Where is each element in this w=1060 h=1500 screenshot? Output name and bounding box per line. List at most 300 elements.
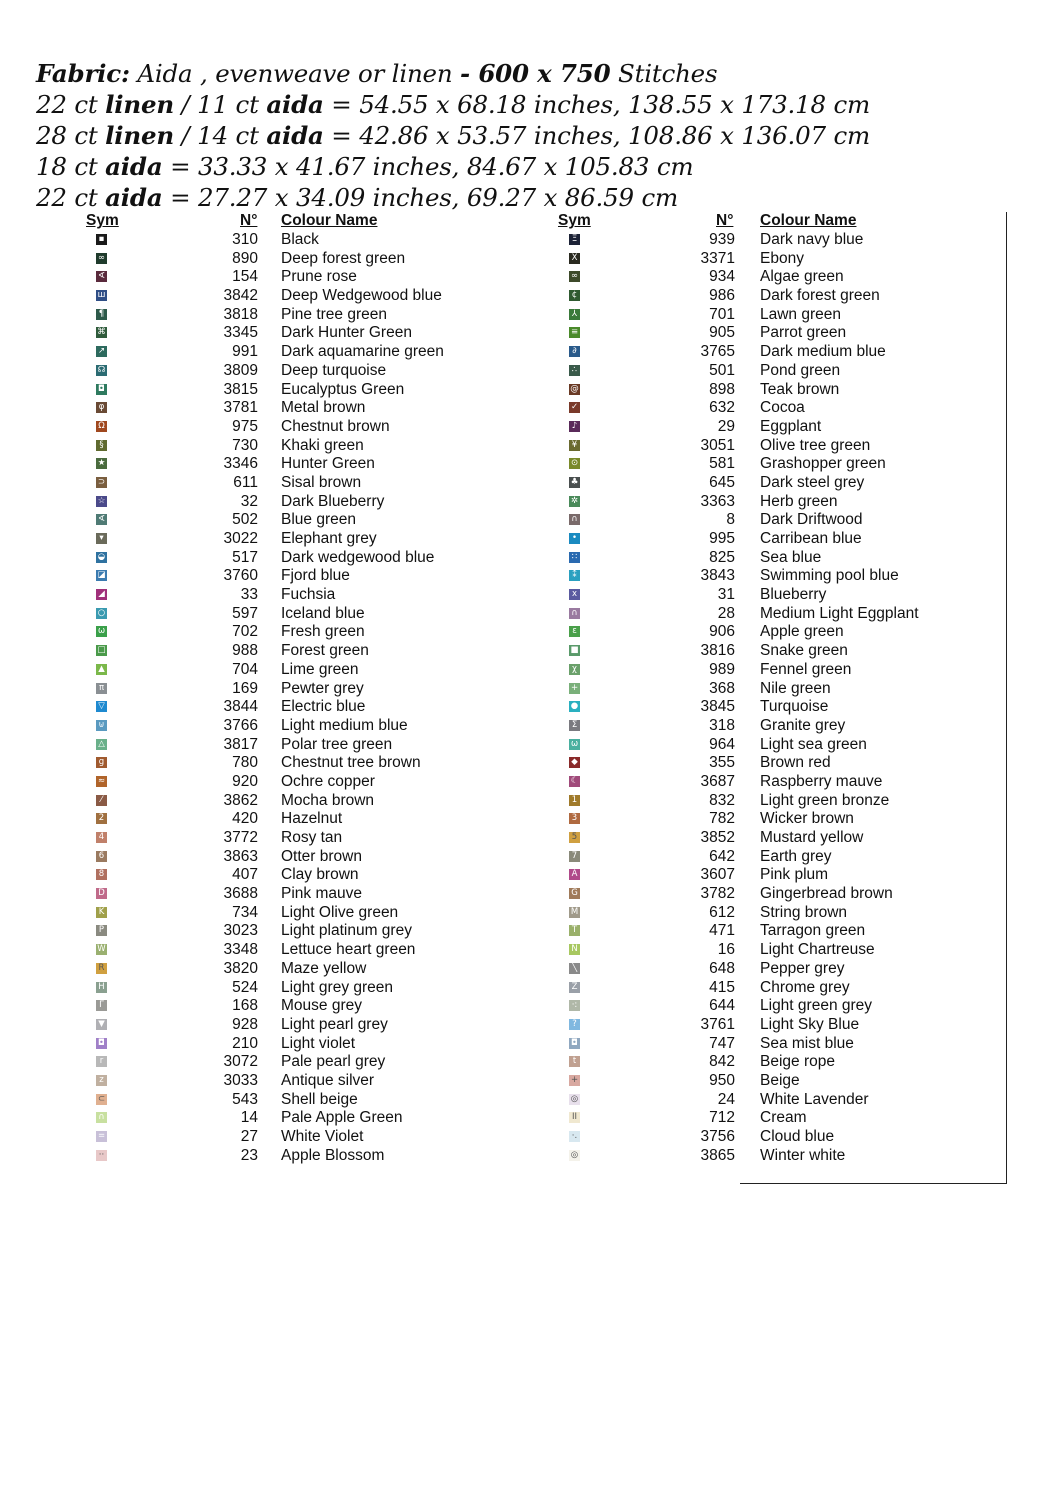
thread-row <box>0 717 1060 736</box>
colour-name: Light green bronze <box>760 791 890 809</box>
thread-row <box>0 231 1060 250</box>
thread-number: 14 <box>240 1109 258 1127</box>
thread-row <box>0 493 1060 512</box>
thread-number: 3809 <box>223 361 258 379</box>
colour-name: Carribean blue <box>760 530 862 547</box>
colour-name: Hazelnut <box>281 810 343 828</box>
thread-row <box>0 567 1060 586</box>
column-header-colour-name: Colour Name <box>760 212 857 229</box>
colour-name: Raspberry mauve <box>760 772 883 790</box>
symbol-swatch-icon: ∞ <box>570 271 579 282</box>
thread-number: 3843 <box>700 567 735 585</box>
thread-number: 310 <box>232 231 258 248</box>
symbol-swatch-icon: ⊍ <box>96 720 107 731</box>
thread-row <box>0 455 1060 474</box>
thread-number: 3687 <box>700 772 735 790</box>
colour-name: Clay brown <box>281 866 359 884</box>
symbol-swatch-icon: 8 <box>96 869 107 880</box>
size-line-18-aida: 18 ct aida = 33.33 x 41.67 inches, 84.67 x 105.83 cm <box>36 152 694 181</box>
thread-number: 27 <box>240 1128 258 1145</box>
symbol-swatch-icon: ⊙ <box>570 458 579 469</box>
colour-name: Tarragon green <box>760 922 866 940</box>
colour-name: Cloud blue <box>760 1128 835 1145</box>
colour-name: White Violet <box>281 1128 364 1145</box>
symbol-swatch-icon: Ξ <box>569 234 580 245</box>
colour-name: Sisal brown <box>281 473 362 491</box>
symbol-swatch-icon: ◆ <box>569 757 580 768</box>
colour-name: Deep turquoise <box>281 361 387 379</box>
thread-row <box>0 1072 1060 1091</box>
thread-number: 642 <box>709 847 735 865</box>
symbol-swatch-icon: ◢ <box>96 589 107 600</box>
thread-number: 780 <box>232 754 258 772</box>
colour-name: Swimming pool blue <box>760 567 899 585</box>
symbol-swatch-icon: ≡ <box>570 327 579 338</box>
colour-name: Light platinum grey <box>281 922 412 940</box>
symbol-swatch-icon: § <box>96 440 107 451</box>
symbol-swatch-icon: ⊃ <box>97 476 106 487</box>
colour-name: Fresh green <box>281 623 365 641</box>
symbol-swatch-icon: ω <box>97 626 106 637</box>
thread-number: 210 <box>232 1034 258 1052</box>
symbol-swatch-icon: z <box>96 1075 107 1086</box>
symbol-swatch-icon: ◒ <box>97 551 106 562</box>
symbol-swatch-icon: ∢ <box>97 271 106 282</box>
colour-name: Pale pearl grey <box>281 1053 386 1071</box>
colour-name: Shell beige <box>281 1090 358 1108</box>
colour-name: Metal brown <box>281 399 366 417</box>
thread-number: 632 <box>709 399 735 417</box>
colour-name: Grashopper green <box>760 455 886 473</box>
colour-name: Deep Wedgewood blue <box>281 287 442 305</box>
thread-row <box>0 437 1060 456</box>
thread-row <box>0 698 1060 717</box>
colour-name: Otter brown <box>281 847 362 865</box>
symbol-swatch-icon: ·· <box>96 1150 107 1161</box>
symbol-swatch-icon: X <box>569 253 580 264</box>
thread-number: 16 <box>717 941 735 959</box>
colour-name: Teak brown <box>760 380 840 398</box>
symbol-swatch-icon: 6 <box>96 851 107 862</box>
thread-row <box>0 381 1060 400</box>
symbol-swatch-icon: W <box>97 944 106 955</box>
symbol-swatch-icon: ☾ <box>570 775 579 786</box>
thread-number: 3033 <box>223 1071 258 1089</box>
thread-row <box>0 960 1060 979</box>
thread-number: 612 <box>709 903 735 921</box>
symbol-swatch-icon: = <box>97 1131 106 1141</box>
thread-row <box>0 474 1060 493</box>
symbol-swatch-icon: 3 <box>569 813 580 824</box>
symbol-swatch-icon: H <box>96 982 107 993</box>
colour-name: Elephant grey <box>281 530 377 547</box>
symbol-swatch-icon: φ <box>96 402 107 413</box>
thread-number: 415 <box>709 978 735 996</box>
symbol-swatch-icon: g <box>96 757 107 768</box>
symbol-swatch-icon: ╲ <box>569 963 580 974</box>
symbol-swatch-icon: ■ <box>570 645 579 656</box>
symbol-swatch-icon: ▽ <box>96 701 107 712</box>
thread-row <box>0 885 1060 904</box>
thread-number: 33 <box>240 586 258 604</box>
colour-name: Polar tree green <box>281 735 393 753</box>
symbol-swatch-icon: ◘ <box>96 1038 107 1049</box>
thread-number: 3845 <box>700 698 735 716</box>
thread-number: 517 <box>232 548 258 566</box>
colour-name: Ochre copper <box>281 772 375 790</box>
thread-number: 154 <box>232 268 258 286</box>
colour-name: White Lavender <box>760 1090 869 1108</box>
colour-name: Eggplant <box>760 417 822 435</box>
thread-number: 928 <box>232 1015 258 1033</box>
colour-name: Light Olive green <box>281 903 399 921</box>
thread-row <box>0 773 1060 792</box>
colour-name: Fjord blue <box>281 567 350 585</box>
colour-name: Herb green <box>760 492 838 510</box>
colour-name: Sea mist blue <box>760 1034 854 1052</box>
thread-number: 3817 <box>223 735 258 753</box>
symbol-swatch-icon: T <box>569 925 580 936</box>
colour-name: Apple Blossom <box>281 1146 385 1164</box>
column-header-sym: Sym <box>86 212 119 229</box>
thread-number: 995 <box>709 530 735 547</box>
thread-number: 3852 <box>700 829 735 846</box>
column-header-colour-name: Colour Name <box>281 212 378 229</box>
symbol-swatch-icon: + <box>570 1074 579 1085</box>
symbol-swatch-icon: ≈ <box>97 775 106 786</box>
thread-row <box>0 642 1060 661</box>
thread-number: 168 <box>232 997 258 1015</box>
symbol-swatch-icon: G <box>569 888 580 899</box>
thread-number: 782 <box>709 810 735 828</box>
symbol-swatch-icon: II <box>569 1112 580 1123</box>
colour-name: Antique silver <box>281 1071 375 1089</box>
colour-name: Dark Driftwood <box>760 511 863 529</box>
colour-name: Dark aquamarine green <box>281 343 444 361</box>
thread-number: 407 <box>232 866 258 884</box>
symbol-swatch-icon: ♪ <box>569 421 580 432</box>
colour-name: Blueberry <box>760 586 827 604</box>
symbol-swatch-icon: ω <box>570 738 579 749</box>
thread-number: 543 <box>232 1090 258 1108</box>
symbol-swatch-icon: ♣ <box>570 476 579 487</box>
colour-name: Beige rope <box>760 1053 835 1071</box>
symbol-swatch-icon: Ω <box>96 421 107 432</box>
symbol-swatch-icon: R <box>96 963 107 974</box>
thread-number: 702 <box>232 623 258 641</box>
symbol-swatch-icon: M <box>570 906 579 917</box>
symbol-swatch-icon: ·: <box>569 1000 580 1011</box>
colour-name: String brown <box>760 903 848 921</box>
colour-name: Wicker brown <box>760 810 854 828</box>
colour-name: Dark medium blue <box>760 343 886 361</box>
thread-number: 3766 <box>223 716 258 734</box>
symbol-swatch-icon: ◪ <box>97 570 106 581</box>
thread-number: 169 <box>232 679 258 697</box>
thread-number: 3816 <box>700 642 735 660</box>
thread-number: 890 <box>232 249 258 267</box>
colour-name: Dark forest green <box>760 287 880 305</box>
thread-number: 832 <box>709 791 735 809</box>
symbol-swatch-icon: ∩ <box>96 1112 107 1123</box>
thread-number: 3844 <box>223 698 258 716</box>
thread-number: 898 <box>709 380 735 398</box>
column-header-number: N° <box>240 212 258 229</box>
thread-row <box>0 287 1060 306</box>
colour-name: Parrot green <box>760 324 847 342</box>
symbol-swatch-icon: ◎ <box>570 1093 579 1104</box>
thread-number: 747 <box>709 1034 735 1052</box>
colour-name: Dark navy blue <box>760 231 864 248</box>
thread-number: 8 <box>726 511 735 529</box>
symbol-swatch-icon: ш <box>97 290 106 301</box>
thread-row <box>0 1109 1060 1128</box>
symbol-swatch-icon: △ <box>96 739 107 750</box>
symbol-swatch-icon: N <box>569 944 580 955</box>
colour-name: Blue green <box>281 511 356 529</box>
symbol-swatch-icon: ∩ <box>569 608 580 619</box>
thread-number: 420 <box>232 810 258 828</box>
thread-number: 3688 <box>223 885 258 903</box>
colour-name: Deep forest green <box>281 249 406 267</box>
symbol-swatch-icon: D <box>96 888 107 899</box>
colour-name: Chestnut tree brown <box>281 754 421 772</box>
colour-name: Light grey green <box>281 978 394 996</box>
thread-number: 3023 <box>223 922 258 940</box>
symbol-swatch-icon: 1 <box>569 795 580 806</box>
symbol-swatch-icon: ∞ <box>97 252 106 263</box>
thread-number: 3022 <box>223 530 258 547</box>
symbol-swatch-icon: ? <box>569 1019 580 1030</box>
thread-number: 32 <box>240 492 258 510</box>
thread-number: 24 <box>717 1090 735 1108</box>
thread-number: 368 <box>709 679 735 697</box>
thread-number: 3371 <box>700 249 735 267</box>
fabric-info <box>36 58 870 213</box>
symbol-swatch-icon: @ <box>570 383 579 394</box>
symbol-swatch-icon: ¥ <box>569 440 580 451</box>
size-line-22-linen: 22 ct linen / 11 ct aida = 54.55 x 68.18 inches, 138.55 x 173.18 cm <box>36 90 871 119</box>
symbol-swatch-icon: ↗ <box>97 346 106 357</box>
colour-name: Pepper grey <box>760 959 845 977</box>
thread-row <box>0 511 1060 530</box>
colour-name: Electric blue <box>281 698 366 716</box>
colour-name: Dark steel grey <box>760 473 865 491</box>
thread-row <box>0 586 1060 605</box>
thread-number: 3782 <box>700 885 735 903</box>
colour-name: Lawn green <box>760 305 842 323</box>
thread-row <box>0 1128 1060 1147</box>
thread-number: 23 <box>240 1146 258 1164</box>
table-border-bottom <box>740 1183 1007 1184</box>
thread-number: 3815 <box>223 380 258 398</box>
thread-row <box>0 997 1060 1016</box>
colour-name: Turquoise <box>760 698 829 716</box>
colour-name: Iceland blue <box>281 604 365 622</box>
colour-name: Light sea green <box>760 735 867 753</box>
thread-row <box>0 1091 1060 1110</box>
symbol-swatch-icon: Z <box>569 982 580 993</box>
colour-name: Granite grey <box>760 716 846 734</box>
symbol-swatch-icon: ● <box>570 701 579 712</box>
symbol-swatch-icon: ▪ <box>96 234 107 245</box>
colour-name: Pewter grey <box>281 679 364 697</box>
thread-number: 3363 <box>700 492 735 510</box>
thread-number: 934 <box>709 268 735 286</box>
colour-name: Dark Blueberry <box>281 492 385 510</box>
colour-name: Light Sky Blue <box>760 1015 860 1033</box>
colour-name: Fuchsia <box>281 586 336 604</box>
thread-row <box>0 268 1060 287</box>
thread-number: 3051 <box>700 436 735 454</box>
colour-name: Pine tree green <box>281 305 387 323</box>
symbol-swatch-icon: ▲ <box>96 664 107 675</box>
table-border-right <box>1006 212 1007 1184</box>
symbol-swatch-icon: □ <box>97 645 106 656</box>
size-line-28-linen: 28 ct linen / 14 ct aida = 42.86 x 53.57 inches, 108.86 x 136.07 cm <box>36 121 871 150</box>
symbol-swatch-icon: χ <box>569 664 580 675</box>
thread-number: 3760 <box>223 567 258 585</box>
thread-number: 318 <box>709 716 735 734</box>
thread-number: 501 <box>709 361 735 379</box>
colour-name: Khaki green <box>281 436 364 454</box>
symbol-swatch-icon: 5 <box>569 832 580 843</box>
thread-number: 29 <box>717 417 735 435</box>
symbol-swatch-icon: t <box>569 1056 580 1067</box>
thread-row <box>0 1016 1060 1035</box>
colour-name: Light Chartreuse <box>760 941 875 959</box>
thread-row <box>0 605 1060 624</box>
colour-name: Dark wedgewood blue <box>281 548 435 566</box>
symbol-swatch-icon: • <box>569 533 580 544</box>
thread-row <box>0 848 1060 867</box>
colour-name: Mouse grey <box>281 997 362 1015</box>
thread-row <box>0 623 1060 642</box>
thread-row <box>0 810 1060 829</box>
colour-name: Fennel green <box>760 660 852 678</box>
thread-rows-right <box>0 231 1060 1165</box>
symbol-swatch-icon: ⊂ <box>97 1093 106 1104</box>
symbol-swatch-icon: ✓ <box>570 402 579 413</box>
thread-number: 991 <box>232 343 258 361</box>
symbol-swatch-icon: P <box>96 925 107 936</box>
thread-number: 3607 <box>700 866 735 884</box>
thread-number: 3781 <box>223 399 258 417</box>
thread-number: 581 <box>709 455 735 473</box>
thread-number: 989 <box>709 660 735 678</box>
colour-name: Mocha brown <box>281 791 375 809</box>
thread-number: 906 <box>709 623 735 641</box>
symbol-swatch-icon: ◎ <box>570 1149 579 1160</box>
symbol-swatch-icon: ε <box>569 626 580 637</box>
thread-row <box>0 736 1060 755</box>
colour-name: Cream <box>760 1109 807 1127</box>
symbol-swatch-icon: ∢ <box>97 514 106 525</box>
thread-row <box>0 941 1060 960</box>
thread-number: 704 <box>232 660 258 678</box>
colour-name: Chestnut brown <box>281 417 390 435</box>
thread-number: 3772 <box>223 829 258 846</box>
thread-number: 988 <box>232 642 258 660</box>
colour-name: Mustard yellow <box>760 829 864 846</box>
colour-name: Black <box>281 231 319 248</box>
thread-row <box>0 343 1060 362</box>
colour-name: Earth grey <box>760 847 832 865</box>
thread-row <box>0 866 1060 885</box>
thread-row <box>0 399 1060 418</box>
thread-number: 355 <box>709 754 735 772</box>
colour-name: Chrome grey <box>760 978 850 996</box>
thread-number: 3820 <box>223 959 258 977</box>
thread-number: 611 <box>233 473 258 491</box>
thread-number: 975 <box>232 417 258 435</box>
symbol-swatch-icon: 2 <box>96 813 107 824</box>
colour-name: Beige <box>760 1071 800 1089</box>
symbol-swatch-icon: x <box>569 589 580 600</box>
thread-number: 3865 <box>700 1146 735 1164</box>
thread-number: 3348 <box>223 941 258 959</box>
thread-number: 597 <box>232 604 258 622</box>
thread-number: 471 <box>709 922 735 940</box>
colour-name: Pond green <box>760 361 841 379</box>
thread-row <box>0 661 1060 680</box>
thread-row <box>0 250 1060 269</box>
colour-name: Forest green <box>281 642 369 660</box>
colour-name: Dark Hunter Green <box>281 324 412 342</box>
colour-name: Sea blue <box>760 548 822 566</box>
thread-row <box>0 530 1060 549</box>
symbol-swatch-icon: r <box>96 1056 107 1067</box>
thread-number: 31 <box>717 586 735 604</box>
colour-name: Winter white <box>760 1146 846 1164</box>
thread-row <box>0 754 1060 773</box>
thread-number: 28 <box>717 604 735 622</box>
colour-name: Maze yellow <box>281 959 367 977</box>
thread-number: 502 <box>232 511 258 529</box>
thread-number: 734 <box>232 903 258 921</box>
colour-name: Olive tree green <box>760 436 871 454</box>
colour-name: Snake green <box>760 642 848 660</box>
thread-number: 905 <box>709 324 735 342</box>
thread-row <box>0 829 1060 848</box>
thread-row <box>0 680 1060 699</box>
symbol-swatch-icon: π <box>96 683 107 694</box>
symbol-swatch-icon: ∂ <box>569 346 580 357</box>
colour-name: Algae green <box>760 268 844 286</box>
symbol-swatch-icon: ∴ <box>569 365 580 376</box>
colour-name: Apple green <box>760 623 844 641</box>
thread-number: 645 <box>709 473 735 491</box>
symbol-swatch-icon: ¶ <box>96 309 107 320</box>
colour-name: Ebony <box>760 249 804 267</box>
symbol-swatch-icon: ⌘ <box>97 327 106 338</box>
colour-name: Pink mauve <box>281 885 362 903</box>
symbol-swatch-icon: ⁑ <box>569 570 580 581</box>
column-header-number: N° <box>716 212 734 229</box>
symbol-swatch-icon: ✲ <box>570 495 579 506</box>
thread-number: 712 <box>709 1109 735 1127</box>
thread-number: 950 <box>709 1071 735 1089</box>
thread-number: 986 <box>709 287 735 305</box>
thread-number: 3842 <box>223 287 258 305</box>
colour-name: Rosy tan <box>281 829 343 846</box>
thread-number: 920 <box>232 772 258 790</box>
column-header-sym: Sym <box>558 212 591 229</box>
colour-name: Pale Apple Green <box>281 1109 403 1127</box>
symbol-swatch-icon: Σ <box>569 720 580 731</box>
colour-name: Light medium blue <box>281 716 408 734</box>
symbol-swatch-icon: Γ <box>96 1000 107 1011</box>
